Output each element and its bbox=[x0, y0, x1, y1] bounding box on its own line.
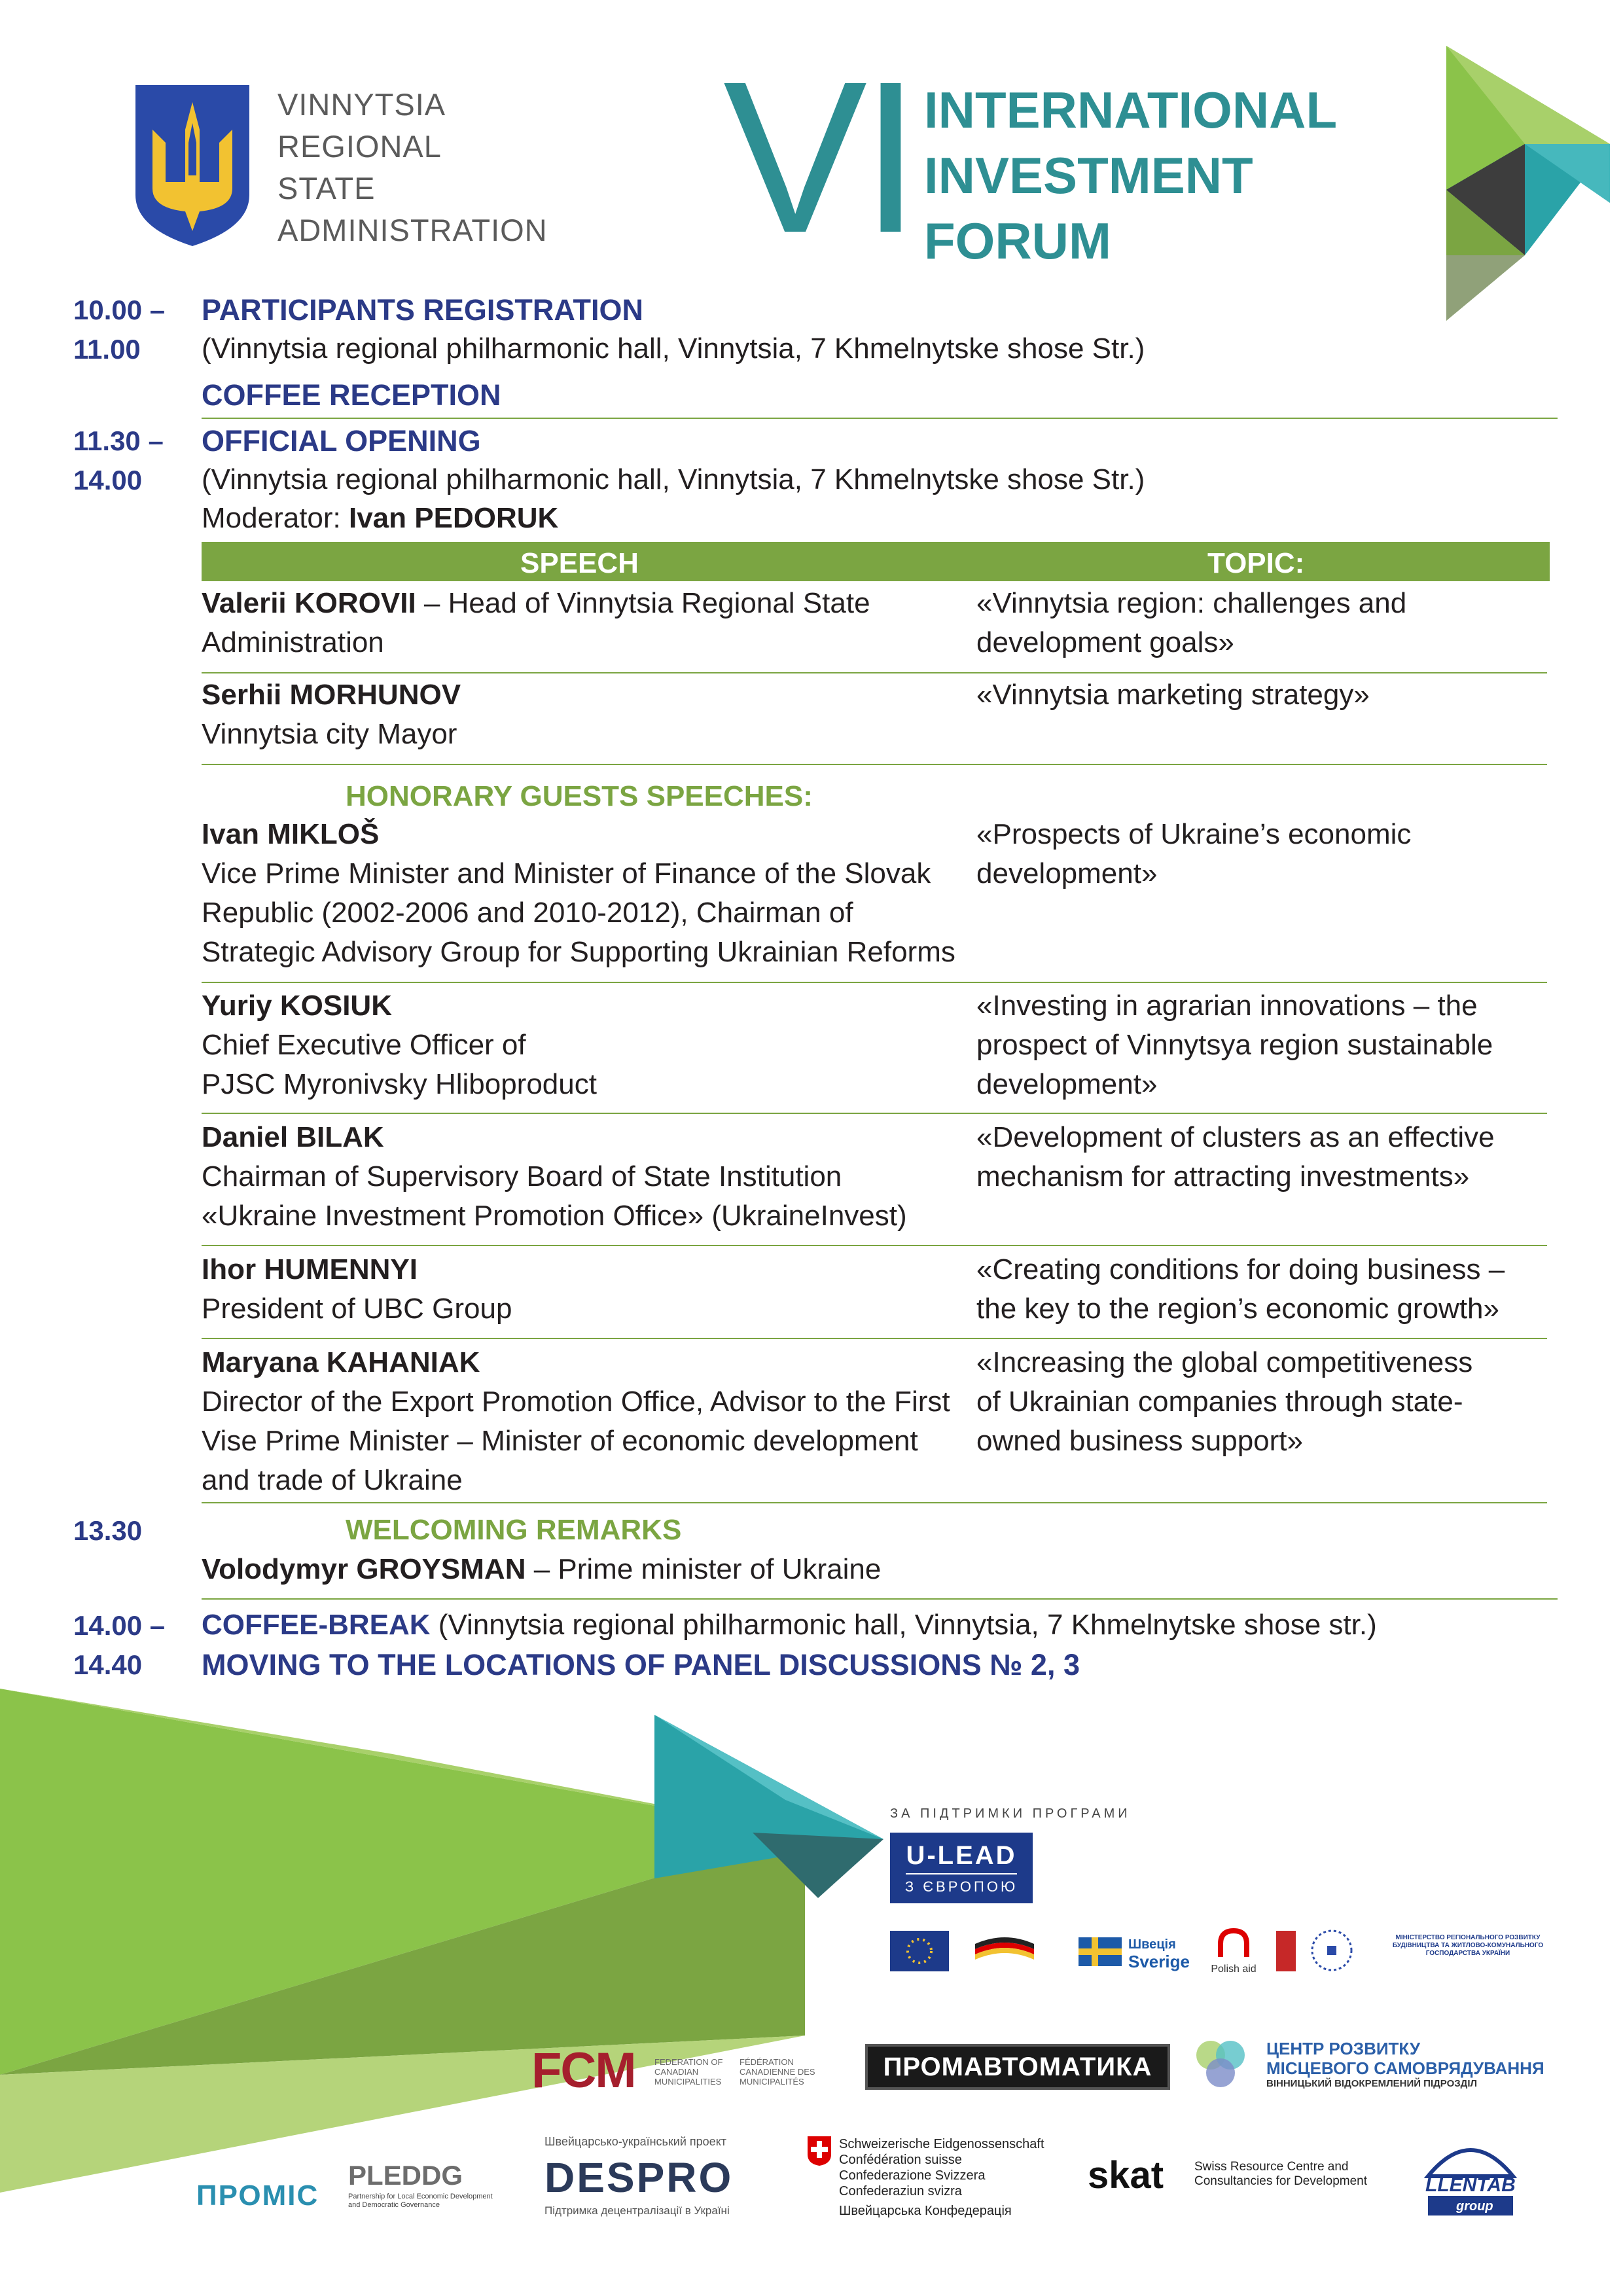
speaker-role: Director of the Export Promotion Office, Advisor to the First bbox=[202, 1386, 950, 1418]
topic-cell bbox=[976, 584, 1552, 662]
venue-text: (Vinnytsia regional philharmonic hall, Vinnytsia, 7 Khmelnytske shose Str.) bbox=[202, 463, 1145, 495]
speaker-cell bbox=[202, 584, 954, 662]
skat-logo: skat bbox=[1088, 2154, 1164, 2197]
topic-line: the key to the region’s economic growth» bbox=[976, 1293, 1499, 1325]
speaker-role: Strategic Advisory Group for Supporting Ukrainian Reforms bbox=[202, 936, 955, 968]
speaker-role: PJSC Myronivsky Hliboproduct bbox=[202, 1068, 597, 1100]
promis-logo: ПРОМІС bbox=[196, 2179, 319, 2212]
header-triangles-decoration bbox=[1440, 46, 1623, 321]
moving-title: MOVING TO THE LOCATIONS OF PANEL DISCUSSIONS № 2, 3 bbox=[202, 1648, 1080, 1681]
ulead-subtitle: З ЄВРОПОЮ bbox=[904, 1878, 1018, 1895]
swiss-cross-icon bbox=[806, 2135, 832, 2166]
topic-line: «Creating conditions for doing business – bbox=[976, 1253, 1505, 1285]
time-end: 14.40 bbox=[73, 1649, 143, 1680]
venue-text: (Vinnytsia regional philharmonic hall, Vinnytsia, 7 Khmelnytske shose str.) bbox=[430, 1609, 1377, 1641]
row-divider bbox=[202, 764, 1547, 765]
ulead-title: U-LEAD bbox=[906, 1841, 1016, 1874]
topic-line: mechanism for attracting investments» bbox=[976, 1160, 1470, 1193]
speaker-name: Valerii KOROVII bbox=[202, 587, 416, 619]
topic-cell bbox=[976, 1343, 1552, 1461]
row-divider bbox=[202, 1338, 1547, 1339]
forum-title-line: FORUM bbox=[924, 212, 1111, 270]
speaker-role: Vise Prime Minister – Minister of economic development bbox=[202, 1425, 918, 1457]
coffee-break-title: COFFEE-BREAK bbox=[202, 1609, 431, 1641]
speaker-role: Chief Executive Officer of bbox=[202, 1029, 526, 1061]
centr-logo-icon bbox=[1188, 2032, 1253, 2098]
moderator-label: Moderator: bbox=[202, 502, 349, 534]
regional-crest-icon bbox=[1276, 1931, 1296, 1971]
row-divider bbox=[202, 1245, 1547, 1246]
time-end: 11.00 bbox=[73, 334, 141, 365]
fcm-en: FEDERATION OF CANADIAN MUNICIPALITIES bbox=[654, 2057, 723, 2087]
sweden-ua: Швеція bbox=[1128, 1937, 1176, 1952]
topic-cell bbox=[976, 1250, 1552, 1329]
swiss-line: Confederazione Svizzera bbox=[839, 2168, 986, 2183]
pleddg-logo: PLEDDG bbox=[348, 2160, 463, 2191]
coffee-reception-title: COFFEE RECEPTION bbox=[202, 378, 501, 412]
time-end: 14.00 bbox=[73, 465, 143, 495]
speaker-name: Ihor HUMENNYI bbox=[202, 1253, 418, 1285]
topic-line: «Development of clusters as an effective bbox=[976, 1121, 1495, 1153]
polish-aid-logo bbox=[1204, 1928, 1263, 1975]
col-topic: TOPIC: bbox=[1207, 547, 1305, 579]
topic-line: «Increasing the global competitiveness bbox=[976, 1346, 1473, 1378]
topic-line: «Investing in agrarian innovations – the bbox=[976, 990, 1478, 1022]
row-divider bbox=[202, 982, 1547, 983]
speaker-name: Yuriy KOSIUK bbox=[202, 990, 392, 1022]
registration-title: PARTICIPANTS REGISTRATION bbox=[202, 293, 643, 327]
speaker-name: Ivan MIKLOŠ bbox=[202, 818, 380, 850]
sweden-flag-icon bbox=[1079, 1937, 1122, 1966]
centr-logo-text bbox=[1266, 2039, 1544, 2090]
speaker-role: – Head of Vinnytsia Regional State bbox=[416, 587, 870, 619]
row-divider bbox=[202, 1502, 1547, 1503]
sweden-se: Sverige bbox=[1128, 1952, 1190, 1971]
centr-line: ВІННИЦЬКИЙ ВІДОКРЕМЛЕНИЙ ПІДРОЗДІЛ bbox=[1266, 2078, 1478, 2089]
speaker-role: Republic (2002-2006 and 2010-2012), Chairman of bbox=[202, 897, 853, 929]
topic-line: «Vinnytsia region: challenges and bbox=[976, 587, 1407, 619]
swiss-line: Confederaziun svizra bbox=[839, 2184, 962, 2198]
welcoming-remarks-heading: WELCOMING REMARKS bbox=[346, 1514, 682, 1546]
col-speech: SPEECH bbox=[520, 547, 639, 579]
administration-name bbox=[277, 84, 548, 251]
forum-title-line: INVESTMENT bbox=[924, 147, 1253, 204]
admin-line: STATE bbox=[277, 171, 376, 206]
speaker-role: Vice Prime Minister and Minister of Finance of the Slovak bbox=[202, 857, 931, 889]
coat-of-arms bbox=[134, 84, 251, 247]
skat-line: Consultancies for Development bbox=[1194, 2174, 1368, 2188]
promavtomatika-logo bbox=[865, 2044, 1170, 2090]
centr-line: ЦЕНТР РОЗВИТКУ bbox=[1266, 2039, 1421, 2058]
speaker-cell bbox=[202, 815, 974, 972]
ulead-logo bbox=[890, 1833, 1033, 1903]
swiss-line: Confédération suisse bbox=[839, 2153, 962, 2167]
speaker-cell bbox=[202, 1343, 974, 1500]
llentab-subtitle: group bbox=[1456, 2199, 1493, 2214]
speaker-name: Volodymyr GROYSMAN bbox=[202, 1553, 526, 1585]
time-start: 14.00 – bbox=[73, 1610, 166, 1641]
topic-line: «Prospects of Ukraine’s economic bbox=[976, 818, 1412, 850]
skat-subtitle bbox=[1194, 2160, 1367, 2189]
speech-table-header bbox=[202, 542, 1550, 581]
official-opening-title: OFFICIAL OPENING bbox=[202, 424, 481, 457]
sweden-label bbox=[1128, 1936, 1190, 1970]
llentab-logo: LLENTAB bbox=[1425, 2174, 1516, 2196]
speaker-role: Administration bbox=[202, 626, 384, 658]
topic-cell bbox=[976, 1118, 1552, 1196]
fcm-logo: FCM bbox=[531, 2043, 635, 2098]
speaker-name: Daniel BILAK bbox=[202, 1121, 384, 1153]
promavtomatika-label: ПРОМАВТОМАТИКА bbox=[883, 2052, 1152, 2081]
germany-ukraine-icon bbox=[972, 1931, 1037, 1971]
speaker-cell bbox=[202, 1118, 974, 1236]
topic-cell bbox=[976, 986, 1552, 1104]
speaker-name: Maryana KAHANIAK bbox=[202, 1346, 480, 1378]
speaker-cell bbox=[202, 1250, 954, 1329]
moderator-line bbox=[202, 502, 558, 535]
topic-line: «Vinnytsia marketing strategy» bbox=[976, 679, 1370, 711]
divider bbox=[202, 1598, 1558, 1600]
coffee-break-line bbox=[202, 1609, 1377, 1641]
topic-line: prospect of Vinnytsya region sustainable bbox=[976, 1029, 1493, 1061]
topic-line: development» bbox=[976, 1068, 1158, 1100]
speaker-name: Serhii MORHUNOV bbox=[202, 679, 461, 711]
forum-number: VI bbox=[723, 36, 914, 278]
welcoming-speaker bbox=[202, 1553, 881, 1586]
forum-title-line: INTERNATIONAL bbox=[924, 81, 1338, 139]
time-start: 13.30 bbox=[73, 1515, 143, 1546]
speaker-role: President of UBC Group bbox=[202, 1293, 512, 1325]
speaker-cell bbox=[202, 986, 954, 1104]
skat-line: Swiss Resource Centre and bbox=[1194, 2160, 1349, 2174]
swiss-line: Швейцарська Конфедерація bbox=[839, 2204, 1012, 2218]
speaker-role: Chairman of Supervisory Board of State Institution bbox=[202, 1160, 842, 1193]
time-start: 10.00 – bbox=[73, 295, 166, 325]
honorary-guests-heading: HONORARY GUESTS SPEECHES: bbox=[346, 780, 813, 812]
pleddg-subtitle: Partnership for Local Economic Development and Democratic Governance bbox=[348, 2193, 493, 2209]
eu-flag-icon bbox=[890, 1931, 949, 1971]
speaker-role: – Prime minister of Ukraine bbox=[526, 1553, 882, 1585]
topic-cell bbox=[976, 815, 1552, 893]
divider bbox=[202, 418, 1558, 419]
despro-logo: DESPRO bbox=[544, 2154, 734, 2201]
admin-line: ADMINISTRATION bbox=[277, 213, 548, 247]
speaker-role: and trade of Ukraine bbox=[202, 1464, 463, 1496]
support-label: ЗА ПІДТРИМКИ ПРОГРАМИ bbox=[890, 1806, 1131, 1821]
polish-aid-label: Polish aid bbox=[1211, 1964, 1257, 1975]
venue-text: (Vinnytsia regional philharmonic hall, Vinnytsia, 7 Khmelnytske shose Str.) bbox=[202, 332, 1145, 365]
admin-line: VINNYTSIA bbox=[277, 87, 446, 122]
speaker-cell bbox=[202, 675, 954, 754]
despro-top: Швейцарсько-український проект bbox=[544, 2135, 727, 2148]
bottom-triangles-decoration bbox=[0, 1682, 890, 2193]
topic-line: of Ukrainian companies through state- bbox=[976, 1386, 1463, 1418]
swiss-line: Schweizerische Eidgenossenschaft bbox=[839, 2137, 1044, 2151]
row-divider bbox=[202, 672, 1547, 673]
forum-title bbox=[924, 77, 1337, 274]
estonia-logo bbox=[1309, 1928, 1355, 1973]
moderator-name: Ivan PEDORUK bbox=[348, 502, 559, 534]
topic-line: owned business support» bbox=[976, 1425, 1303, 1457]
despro-bottom: Підтримка децентралізації в Україні bbox=[544, 2204, 730, 2217]
topic-cell bbox=[976, 675, 1552, 715]
row-divider bbox=[202, 1113, 1547, 1114]
ministry-logo: МІНІСТЕРСТВО РЕГІОНАЛЬНОГО РОЗВИТКУ БУДІВНИЦТВА ТА ЖИТЛОВО-КОМУНАЛЬНОГО ГОСПОДАРСТВА УКРАЇНИ bbox=[1392, 1934, 1544, 1957]
centr-line: МІСЦЕВОГО САМОВРЯДУВАННЯ bbox=[1266, 2058, 1544, 2078]
speaker-role: Vinnytsia city Mayor bbox=[202, 718, 457, 750]
fcm-fr: FÉDÉRATION CANADIENNE DES MUNICIPALITÉS bbox=[740, 2057, 815, 2087]
topic-line: development goals» bbox=[976, 626, 1234, 658]
time-start: 11.30 – bbox=[73, 425, 164, 456]
swiss-text bbox=[839, 2136, 1044, 2219]
admin-line: REGIONAL bbox=[277, 129, 442, 164]
topic-line: development» bbox=[976, 857, 1158, 889]
speaker-role: «Ukraine Investment Promotion Office» (UkraineInvest) bbox=[202, 1200, 907, 1232]
